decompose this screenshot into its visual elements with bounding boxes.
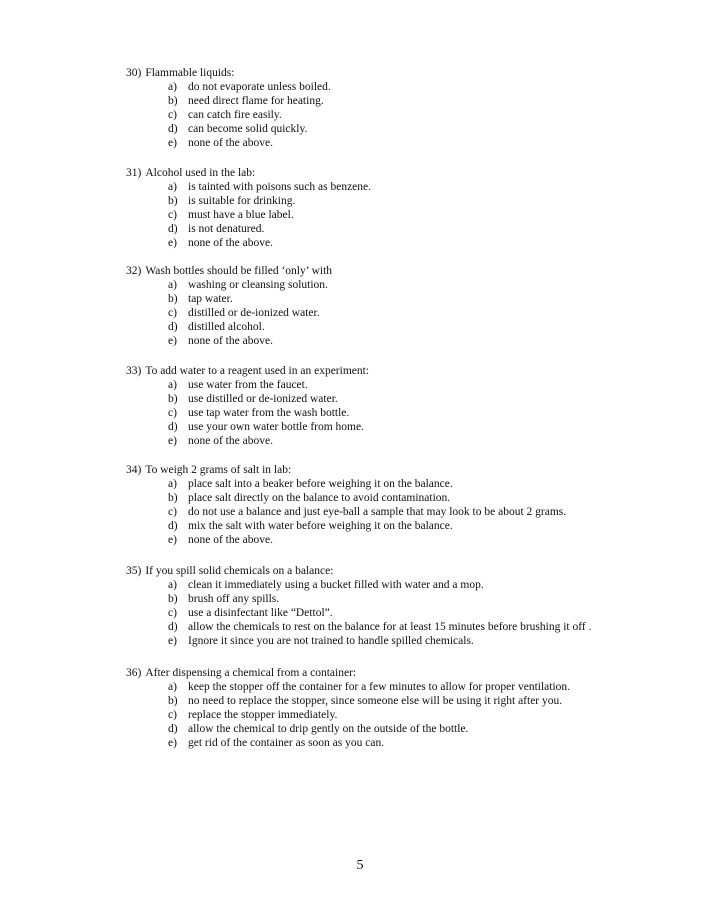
question-text: To add water to a reagent used in an experiment: bbox=[145, 365, 370, 377]
question-30 bbox=[126, 66, 686, 150]
option-b: b) tap water. bbox=[168, 293, 233, 305]
question-text: Alcohol used in the lab: bbox=[145, 167, 256, 179]
option-b: b) need direct flame for heating. bbox=[168, 95, 324, 107]
question-text: If you spill solid chemicals on a balance: bbox=[145, 565, 334, 577]
option-c: c) do not use a balance and just eye-ball a sample that may look to be about 2 grams. bbox=[168, 506, 567, 518]
option-e: e) Ignore it since you are not trained to handle spilled chemicals. bbox=[168, 635, 474, 647]
question-number: 35) bbox=[126, 565, 142, 577]
option-a: a) washing or cleansing solution. bbox=[168, 279, 328, 291]
option-e: e) none of the above. bbox=[168, 435, 273, 447]
question-number: 33) bbox=[126, 365, 142, 377]
question-stem bbox=[126, 666, 686, 680]
option-b: b) is suitable for drinking. bbox=[168, 195, 296, 207]
option-c: c) must have a blue label. bbox=[168, 209, 294, 221]
option-c: c) replace the stopper immediately. bbox=[168, 709, 338, 721]
question-stem bbox=[126, 463, 686, 477]
option-list bbox=[126, 80, 686, 150]
question-number: 31) bbox=[126, 167, 142, 179]
question-number: 34) bbox=[126, 464, 142, 476]
option-b: b) use distilled or de-ionized water. bbox=[168, 393, 338, 405]
option-c: c) use tap water from the wash bottle. bbox=[168, 407, 350, 419]
option-list bbox=[126, 180, 686, 250]
question-text: After dispensing a chemical from a container: bbox=[145, 667, 357, 679]
option-list bbox=[126, 278, 686, 348]
option-c: c) can catch fire easily. bbox=[168, 109, 282, 121]
option-c: c) distilled or de-ionized water. bbox=[168, 307, 320, 319]
question-32 bbox=[126, 264, 686, 348]
question-stem bbox=[126, 364, 686, 378]
option-d: d) can become solid quickly. bbox=[168, 123, 308, 135]
question-number: 36) bbox=[126, 667, 142, 679]
option-d: d) distilled alcohol. bbox=[168, 321, 265, 333]
option-d: d) is not denatured. bbox=[168, 223, 265, 235]
option-a: a) is tainted with poisons such as benzene. bbox=[168, 181, 372, 193]
question-stem bbox=[126, 166, 686, 180]
question-stem bbox=[126, 564, 686, 578]
option-c: c) use a disinfectant like “Dettol”. bbox=[168, 607, 333, 619]
option-e: e) get rid of the container as soon as you can. bbox=[168, 737, 385, 749]
question-33 bbox=[126, 364, 686, 448]
option-list bbox=[126, 378, 686, 448]
option-a: a) clean it immediately using a bucket filled with water and a mop. bbox=[168, 579, 484, 591]
question-31 bbox=[126, 166, 686, 250]
option-a: a) use water from the faucet. bbox=[168, 379, 308, 391]
option-e: e) none of the above. bbox=[168, 534, 273, 546]
option-a: a) keep the stopper off the container for a few minutes to allow for proper ventilation. bbox=[168, 681, 571, 693]
option-a: a) do not evaporate unless boiled. bbox=[168, 81, 331, 93]
question-number: 32) bbox=[126, 265, 142, 277]
option-list bbox=[126, 578, 686, 648]
question-34 bbox=[126, 463, 686, 547]
page-number: 5 bbox=[356, 858, 364, 873]
option-d: d) use your own water bottle from home. bbox=[168, 421, 364, 433]
question-text: To weigh 2 grams of salt in lab: bbox=[145, 464, 292, 476]
option-a: a) place salt into a beaker before weighing it on the balance. bbox=[168, 478, 453, 490]
question-text: Flammable liquids: bbox=[145, 67, 235, 79]
question-stem bbox=[126, 264, 686, 278]
option-b: b) no need to replace the stopper, since someone else will be using it right after you. bbox=[168, 695, 563, 707]
option-d: d) allow the chemicals to rest on the balance for at least 15 minutes before brushing it off . bbox=[168, 621, 592, 633]
option-d: d) mix the salt with water before weighing it on the balance. bbox=[168, 520, 453, 532]
option-e: e) none of the above. bbox=[168, 137, 273, 149]
question-text: Wash bottles should be filled ‘only’ with bbox=[145, 265, 333, 277]
option-d: d) allow the chemical to drip gently on the outside of the bottle. bbox=[168, 723, 469, 735]
option-list bbox=[126, 680, 686, 750]
question-35 bbox=[126, 564, 686, 648]
option-e: e) none of the above. bbox=[168, 335, 273, 347]
question-stem bbox=[126, 66, 686, 80]
question-36 bbox=[126, 666, 686, 750]
option-list bbox=[126, 477, 686, 547]
option-b: b) place salt directly on the balance to avoid contamination. bbox=[168, 492, 451, 504]
question-number: 30) bbox=[126, 67, 142, 79]
option-e: e) none of the above. bbox=[168, 237, 273, 249]
option-b: b) brush off any spills. bbox=[168, 593, 280, 605]
